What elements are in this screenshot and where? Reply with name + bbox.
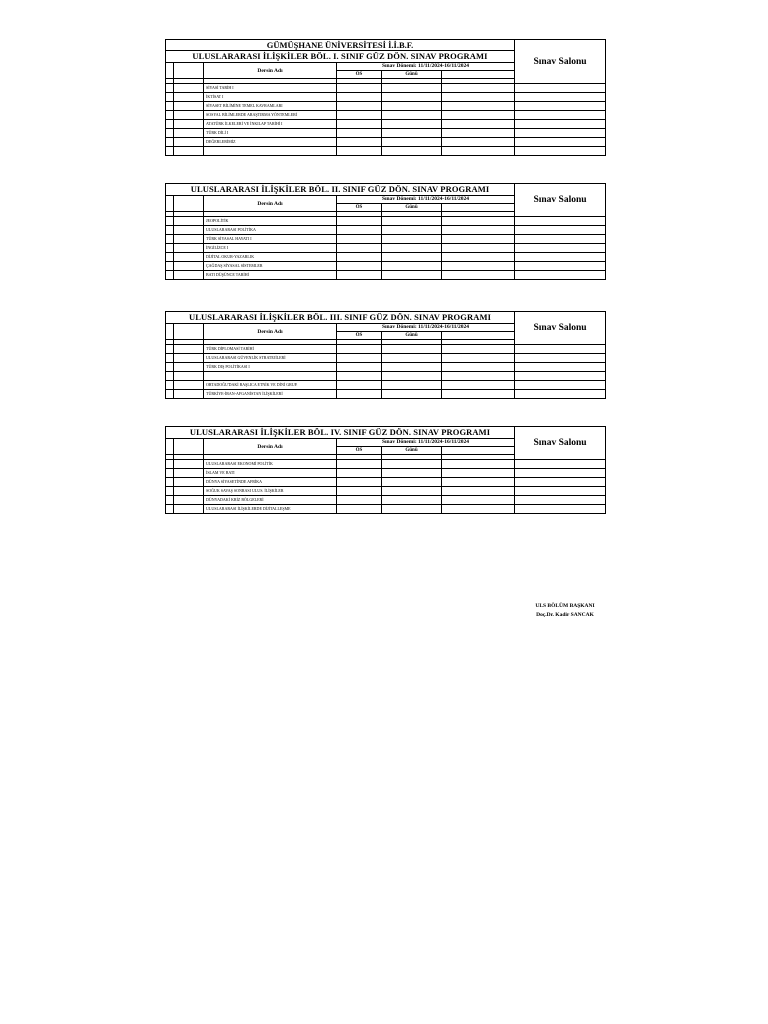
day-cell (382, 147, 442, 156)
signature-block (500, 602, 630, 620)
os-cell (337, 253, 382, 262)
day-cell (382, 381, 442, 390)
room-cell (515, 84, 606, 93)
day-cell (382, 226, 442, 235)
os-cell (337, 262, 382, 271)
os-cell (337, 496, 382, 505)
time-cell (442, 469, 515, 478)
os-cell (337, 102, 382, 111)
os-cell (337, 487, 382, 496)
day-cell (382, 235, 442, 244)
day-cell (382, 363, 442, 372)
exam-period: Sınav Dönemi: 11/11/2024-16/11/2024 (337, 63, 515, 71)
table-row (166, 372, 606, 381)
table-row (166, 496, 606, 505)
room-cell (515, 253, 606, 262)
time-cell (442, 235, 515, 244)
day-header: Günü (382, 447, 442, 455)
time-cell (442, 390, 515, 399)
os-cell (337, 120, 382, 129)
table-row (166, 460, 606, 469)
time-cell (442, 363, 515, 372)
program-table-year-4 (165, 426, 605, 514)
course-name: BATI DÜŞÜNCE TARİHİ (204, 271, 337, 280)
table-row (166, 478, 606, 487)
course-name: ULUSLARARASI EKONOMİ POLİTİK (204, 460, 337, 469)
table-row (166, 354, 606, 363)
day-cell (382, 138, 442, 147)
table-row (166, 363, 606, 372)
course-name: İSLAM VE BATI (204, 469, 337, 478)
exam-period: Sınav Dönemi: 11/11/2024-16/11/2024 (337, 196, 515, 204)
os-cell (337, 111, 382, 120)
exam-room-header: Sınav Salonu (515, 312, 606, 345)
course-name: TÜRK SİYASAL HAYATI I (204, 235, 337, 244)
day-cell (382, 244, 442, 253)
exam-table (165, 426, 606, 514)
course-name: JEOPOLİTİK (204, 217, 337, 226)
day-cell (382, 217, 442, 226)
time-cell (442, 120, 515, 129)
table-row (166, 226, 606, 235)
table-row (166, 111, 606, 120)
signature-name: Doç.Dr. Kadir SANCAK (536, 612, 594, 618)
time-cell (442, 354, 515, 363)
day-header: Günü (382, 204, 442, 212)
course-name: İNGİLİZCE I (204, 244, 337, 253)
os-header: ÖS (337, 447, 382, 455)
time-cell (442, 381, 515, 390)
course-name: ULUSLARARASI GÜVENLİK STRATEJİLERİ (204, 354, 337, 363)
room-cell (515, 262, 606, 271)
day-header: Günü (382, 71, 442, 79)
course-name: DÜNYA SİYASETİNDE AFRİKA (204, 478, 337, 487)
os-cell (337, 129, 382, 138)
table-row (166, 271, 606, 280)
day-cell (382, 129, 442, 138)
day-cell (382, 345, 442, 354)
time-cell (442, 262, 515, 271)
table-row (166, 505, 606, 514)
room-cell (515, 111, 606, 120)
time-header (442, 71, 515, 79)
table-row (166, 381, 606, 390)
course-name: İKTİSAT I (204, 93, 337, 102)
os-cell (337, 235, 382, 244)
room-cell (515, 372, 606, 381)
day-cell (382, 372, 442, 381)
day-cell (382, 253, 442, 262)
time-cell (442, 372, 515, 381)
room-cell (515, 505, 606, 514)
exam-room-header: Sınav Salonu (515, 40, 606, 84)
day-cell (382, 505, 442, 514)
time-cell (442, 478, 515, 487)
time-header (442, 332, 515, 340)
program-table-year-2 (165, 183, 605, 280)
course-name: SİYASİ TARİH I (204, 84, 337, 93)
room-cell (515, 478, 606, 487)
course-name-header: Dersin Adı (204, 63, 337, 79)
room-cell (515, 120, 606, 129)
table-row (166, 469, 606, 478)
os-cell (337, 244, 382, 253)
room-cell (515, 226, 606, 235)
course-name: ULUSLARARASI İLİŞKİLERDE DİJİTALLEŞME (204, 505, 337, 514)
room-cell (515, 93, 606, 102)
blank-header-cell (174, 324, 204, 340)
course-name: DİJİTAL OKUR-YAZARLIK (204, 253, 337, 262)
os-cell (337, 217, 382, 226)
table-row (166, 244, 606, 253)
room-cell (515, 244, 606, 253)
exam-period: Sınav Dönemi: 11/11/2024-16/11/2024 (337, 324, 515, 332)
room-cell (515, 363, 606, 372)
room-cell (515, 345, 606, 354)
os-cell (337, 147, 382, 156)
room-cell (515, 496, 606, 505)
os-cell (337, 478, 382, 487)
room-cell (515, 487, 606, 496)
table-row (166, 120, 606, 129)
course-name: TÜRK DİPLOMASİ TARİHİ (204, 345, 337, 354)
os-header: ÖS (337, 332, 382, 340)
os-header: ÖS (337, 204, 382, 212)
university-title: GÜMÜŞHANE ÜNİVERSİTESİ İ.İ.B.F. (166, 40, 515, 51)
table-row (166, 253, 606, 262)
program-title: ULUSLARARASI İLİŞKİLER BÖL. II. SINIF GÜZ DÖN. SINAV PROGRAMI (166, 184, 515, 196)
time-cell (442, 244, 515, 253)
program-table-year-3 (165, 311, 605, 399)
time-cell (442, 253, 515, 262)
course-name-header: Dersin Adı (204, 439, 337, 455)
day-cell (382, 84, 442, 93)
day-header: Günü (382, 332, 442, 340)
table-row (166, 84, 606, 93)
room-cell (515, 138, 606, 147)
time-cell (442, 271, 515, 280)
room-cell (515, 390, 606, 399)
table-row (166, 147, 606, 156)
day-cell (382, 460, 442, 469)
os-cell (337, 271, 382, 280)
time-cell (442, 129, 515, 138)
os-cell (337, 354, 382, 363)
table-row (166, 262, 606, 271)
course-name: SOSYAL BİLİMLERDE ARAŞTIRMA YÖNTEMLERİ (204, 111, 337, 120)
os-cell (337, 93, 382, 102)
time-cell (442, 345, 515, 354)
time-cell (442, 496, 515, 505)
course-name: SOĞUK SAVAŞ SONRASI ULUS. İLİŞKİLER (204, 487, 337, 496)
os-cell (337, 381, 382, 390)
blank-header-cell (174, 196, 204, 212)
table-row (166, 129, 606, 138)
course-name: DEĞERLERİMİZ (204, 138, 337, 147)
time-cell (442, 84, 515, 93)
corner-cell (166, 196, 174, 212)
corner-cell (166, 63, 174, 79)
day-cell (382, 271, 442, 280)
program-title: ULUSLARARASI İLİŞKİLER BÖL. IV. SINIF GÜZ DÖN. SINAV PROGRAMI (166, 427, 515, 439)
course-name: ATATÜRK İLKELERİ VE İNKILAP TARİHİ I (204, 120, 337, 129)
room-cell (515, 102, 606, 111)
exam-table (165, 39, 606, 156)
room-cell (515, 469, 606, 478)
room-cell (515, 217, 606, 226)
course-name-header: Dersin Adı (204, 324, 337, 340)
program-title: ULUSLARARASI İLİŞKİLER BÖL. I. SINIF GÜZ DÖN. SINAV PROGRAMI (166, 51, 515, 63)
blank-header-cell (174, 63, 204, 79)
day-cell (382, 102, 442, 111)
corner-cell (166, 439, 174, 455)
table-row (166, 138, 606, 147)
table-row (166, 102, 606, 111)
table-row (166, 235, 606, 244)
time-cell (442, 226, 515, 235)
table-row (166, 390, 606, 399)
time-header (442, 447, 515, 455)
day-cell (382, 478, 442, 487)
course-name: TÜRK DİLİ I (204, 129, 337, 138)
program-title: ULUSLARARASI İLİŞKİLER BÖL. III. SINIF GÜZ DÖN. SINAV PROGRAMI (166, 312, 515, 324)
table-row (166, 487, 606, 496)
os-cell (337, 84, 382, 93)
course-name: TÜRK DIŞ POLİTİKASI I (204, 363, 337, 372)
course-name: ULUSLARARASI POLİTİKA (204, 226, 337, 235)
time-cell (442, 460, 515, 469)
course-name: ÇAĞDAŞ SİYASAL SİSTEMLER (204, 262, 337, 271)
os-header: ÖS (337, 71, 382, 79)
table-row (166, 93, 606, 102)
os-cell (337, 505, 382, 514)
course-name (204, 147, 337, 156)
time-header (442, 204, 515, 212)
course-name: ORTADOĞU'DAKİ BAŞLICA ETNİK VE DİNİ GRUP. (204, 381, 337, 390)
day-cell (382, 262, 442, 271)
time-cell (442, 111, 515, 120)
os-cell (337, 363, 382, 372)
time-cell (442, 487, 515, 496)
day-cell (382, 93, 442, 102)
table-row (166, 345, 606, 354)
day-cell (382, 354, 442, 363)
time-cell (442, 505, 515, 514)
os-cell (337, 138, 382, 147)
room-cell (515, 147, 606, 156)
corner-cell (166, 324, 174, 340)
room-cell (515, 129, 606, 138)
room-cell (515, 271, 606, 280)
room-cell (515, 354, 606, 363)
time-cell (442, 93, 515, 102)
course-name-header: Dersin Adı (204, 196, 337, 212)
time-cell (442, 102, 515, 111)
course-name (204, 372, 337, 381)
course-name: TÜRKİYE-İRAN-AFGANİSTAN İLİŞKİLERİ (204, 390, 337, 399)
exam-period: Sınav Dönemi: 11/11/2024-16/11/2024 (337, 439, 515, 447)
exam-table (165, 311, 606, 399)
program-table-year-1 (165, 39, 605, 156)
room-cell (515, 381, 606, 390)
day-cell (382, 390, 442, 399)
table-row (166, 217, 606, 226)
time-cell (442, 138, 515, 147)
os-cell (337, 390, 382, 399)
exam-room-header: Sınav Salonu (515, 427, 606, 460)
os-cell (337, 226, 382, 235)
time-cell (442, 217, 515, 226)
day-cell (382, 111, 442, 120)
room-cell (515, 460, 606, 469)
course-name: SİYASET BİLİMİNE TEMEL KAVRAMLARI (204, 102, 337, 111)
day-cell (382, 469, 442, 478)
time-cell (442, 147, 515, 156)
blank-header-cell (174, 439, 204, 455)
os-cell (337, 460, 382, 469)
os-cell (337, 372, 382, 381)
day-cell (382, 496, 442, 505)
day-cell (382, 120, 442, 129)
room-cell (515, 235, 606, 244)
signature-role: ULS BÖLÜM BAŞKANI (535, 603, 595, 609)
os-cell (337, 345, 382, 354)
course-name: DÜNYADAKİ KRİZ BÖLGELERİ (204, 496, 337, 505)
os-cell (337, 469, 382, 478)
exam-table (165, 183, 606, 280)
day-cell (382, 487, 442, 496)
exam-room-header: Sınav Salonu (515, 184, 606, 217)
